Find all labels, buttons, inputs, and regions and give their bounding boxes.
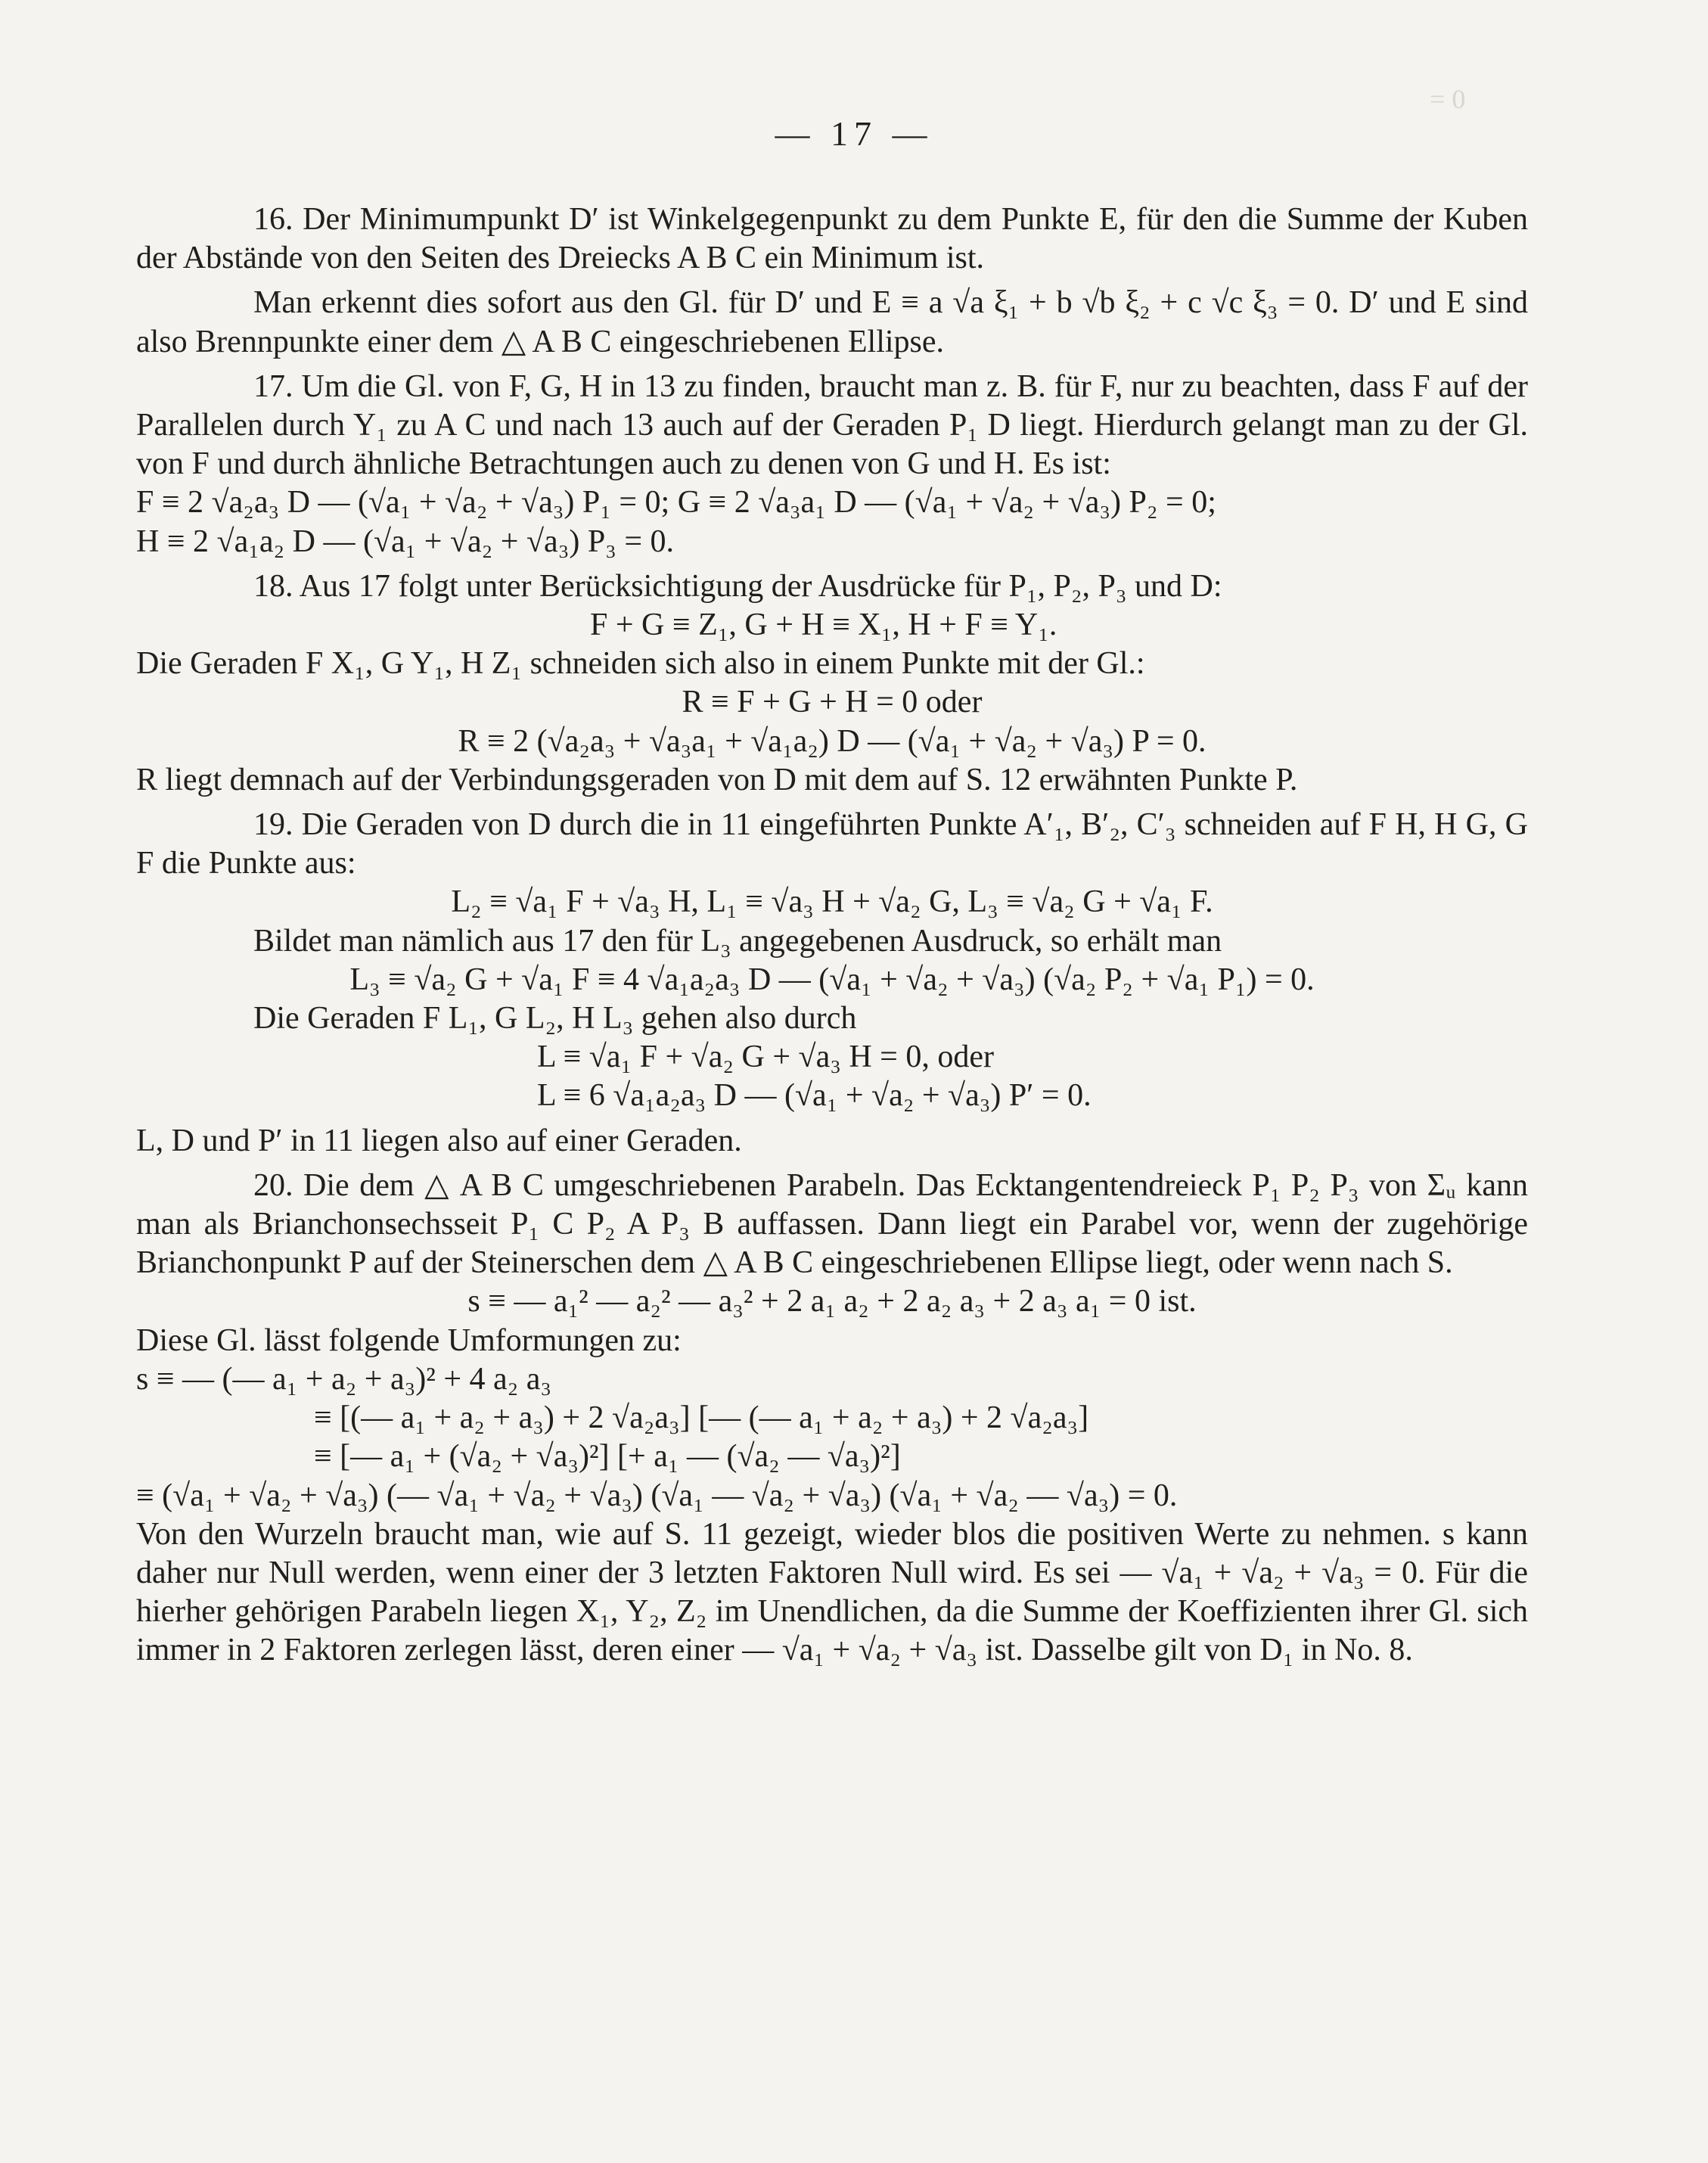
paragraph-20-transform: Diese Gl. lässt folgende Umformungen zu: (136, 1322, 682, 1358)
equation-s: s ≡ — a₁² — a₂² — a₃² + 2 a₁ a₂ + 2 a₂ a₃ + 2 a₃ a₁ = 0 ist. (467, 1284, 1197, 1319)
equation-s-4: ≡ (√a₁ + √a₂ + √a₃) (— √a₁ + √a₂ + √a₃) (√a₁ — √a₂ + √a₃) (√a₁ + √a₂ — √a₃) = 0. (136, 1478, 1178, 1513)
equation-r-sum: R ≡ F + G + H = 0 oder (682, 685, 983, 720)
equation-f-g: F ≡ 2 √a₂a₃ D — (√a₁ + √a₂ + √a₃) P₁ = 0; G ≡ 2 √a₃a₁ D — (√a₁ + √a₂ + √a₃) P₂ = 0; (136, 485, 1216, 521)
paragraph-18-text: Die Geraden F X₁, G Y₁, H Z₁ schneiden sich also in einem Punkte mit der Gl.: (136, 646, 1145, 682)
paragraph-18: 18. Aus 17 folgt unter Berücksichtigung der Ausdrücke für P₁, P₂, P₃ und D: (253, 568, 1222, 604)
bleed-through-text: 0 = (1430, 84, 1466, 114)
equation-s-3: ≡ [— a₁ + (√a₂ + √a₃)²] [+ a₁ — (√a₂ — √a₃)²] (314, 1439, 901, 1475)
paragraph-19: 19. Die Geraden von D durch die in 11 eingeführten Punkte A′₁, B′₂, C′₃ schneiden auf F H, H G, G F die Punkte aus: (136, 807, 1528, 881)
paragraph-20: 20. Die dem △ A B C umgeschriebenen Parabeln. Das Ecktangentendreieck P₁ P₂ P₃ von Σᵤ kann man als Brianchonsechsseit P₁ C P₂ A P₃ B auffassen. Dann liegt ein Parabel vor, wenn der zugehörige Brianchonpunkt P auf der Steinerschen dem △ A B C eingeschriebenen Ellipse liegt, oder wenn nach S. (136, 1167, 1528, 1281)
equation-s-2: ≡ [(— a₁ + a₂ + a₃) + 2 √a₂a₃] [— (— a₁ + a₂ + a₃) + 2 √a₂a₃] (314, 1400, 1089, 1436)
body-text (136, 200, 1528, 1670)
equation-h: H ≡ 2 √a₁a₂ D — (√a₁ + √a₂ + √a₃) P₃ = 0. (136, 524, 675, 559)
page-number: — 17 — (775, 114, 933, 153)
paragraph-17: 17. Um die Gl. von F, G, H in 13 zu finden, braucht man z. B. für F, nur zu beachten, dass F auf der Parallelen durch Y₁ zu A C und nach 13 auch auf der Geraden P₁ D liegt. Hierdurch gelangt man zu der Gl. von F und durch ähnliche Betrachtungen auch zu denen von G und H. Es ist: (136, 368, 1528, 482)
equation-sums: F + G ≡ Z₁, G + H ≡ X₁, H + F ≡ Y₁. (590, 608, 1057, 643)
equation-r: R ≡ 2 (√a₂a₃ + √a₃a₁ + √a₁a₂) D — (√a₁ + √a₂ + √a₃) P = 0. (458, 723, 1206, 759)
paragraph-16-proof: Man erkennt dies sofort aus den Gl. für D′ und E ≡ a √a ξ₁ + b √b ξ₂ + c √c ξ₃ = 0. D′ und E sind also Brennpunkte einer dem △ A B C eingeschriebenen Ellipse. (136, 285, 1528, 359)
paragraph-19-conclusion: L, D und P′ in 11 liegen also auf einer Geraden. (136, 1123, 742, 1158)
equation-l3: L₃ ≡ √a₂ G + √a₁ F ≡ 4 √a₁a₂a₃ D — (√a₁ + √a₂ + √a₃) (√a₂ P₂ + √a₁ P₁) = 0. (349, 962, 1315, 997)
paragraph-16: 16. Der Minimumpunkt D′ ist Winkelgegenpunkt zu dem Punkte E, für den die Summe der Kuben der Abstände von den Seiten des Dreiecks A B C ein Minimum ist. (136, 202, 1528, 276)
paragraph-18-conclusion: R liegt demnach auf der Verbindungsgeraden von D mit dem auf S. 12 erwähnten Punkte P. (136, 762, 1298, 797)
equation-l: L ≡ √a₁ F + √a₂ G + √a₃ H = 0, oder (537, 1040, 994, 1075)
paragraph-20-end: Von den Wurzeln braucht man, wie auf S. 11 gezeigt, wieder blos die positiven Werte zu nehmen. s kann daher nur Null werden, wenn einer der 3 letzten Faktoren Null wird. Es sei — √a₁ + √a₂ + √a₃ = 0. Für die hierher gehörigen Parabeln liegen X₁, Y₂, Z₂ im Unendlichen, da die Summe der Koeffizienten ihrer Gl. sich immer in 2 Faktoren zerlegen lässt, deren einer — √a₁ + √a₂ + √a₃ ist. Dasselbe gilt von D₁ in No. 8. (136, 1516, 1528, 1668)
paragraph-19-lines: Die Geraden F L₁, G L₂, H L₃ gehen also durch (253, 1001, 857, 1036)
equation-l-points: L₂ ≡ √a₁ F + √a₃ H, L₁ ≡ √a₃ H + √a₂ G, L₃ ≡ √a₂ G + √a₁ F. (451, 884, 1213, 920)
paragraph-19-text: Bildet man nämlich aus 17 den für L₃ angegebenen Ausdruck, so erhält man (253, 923, 1222, 959)
equation-l-alt: L ≡ 6 √a₁a₂a₃ D — (√a₁ + √a₂ + √a₃) P′ = 0. (537, 1078, 1092, 1114)
equation-s-1: s ≡ — (— a₁ + a₂ + a₃)² + 4 a₂ a₃ (136, 1361, 552, 1397)
